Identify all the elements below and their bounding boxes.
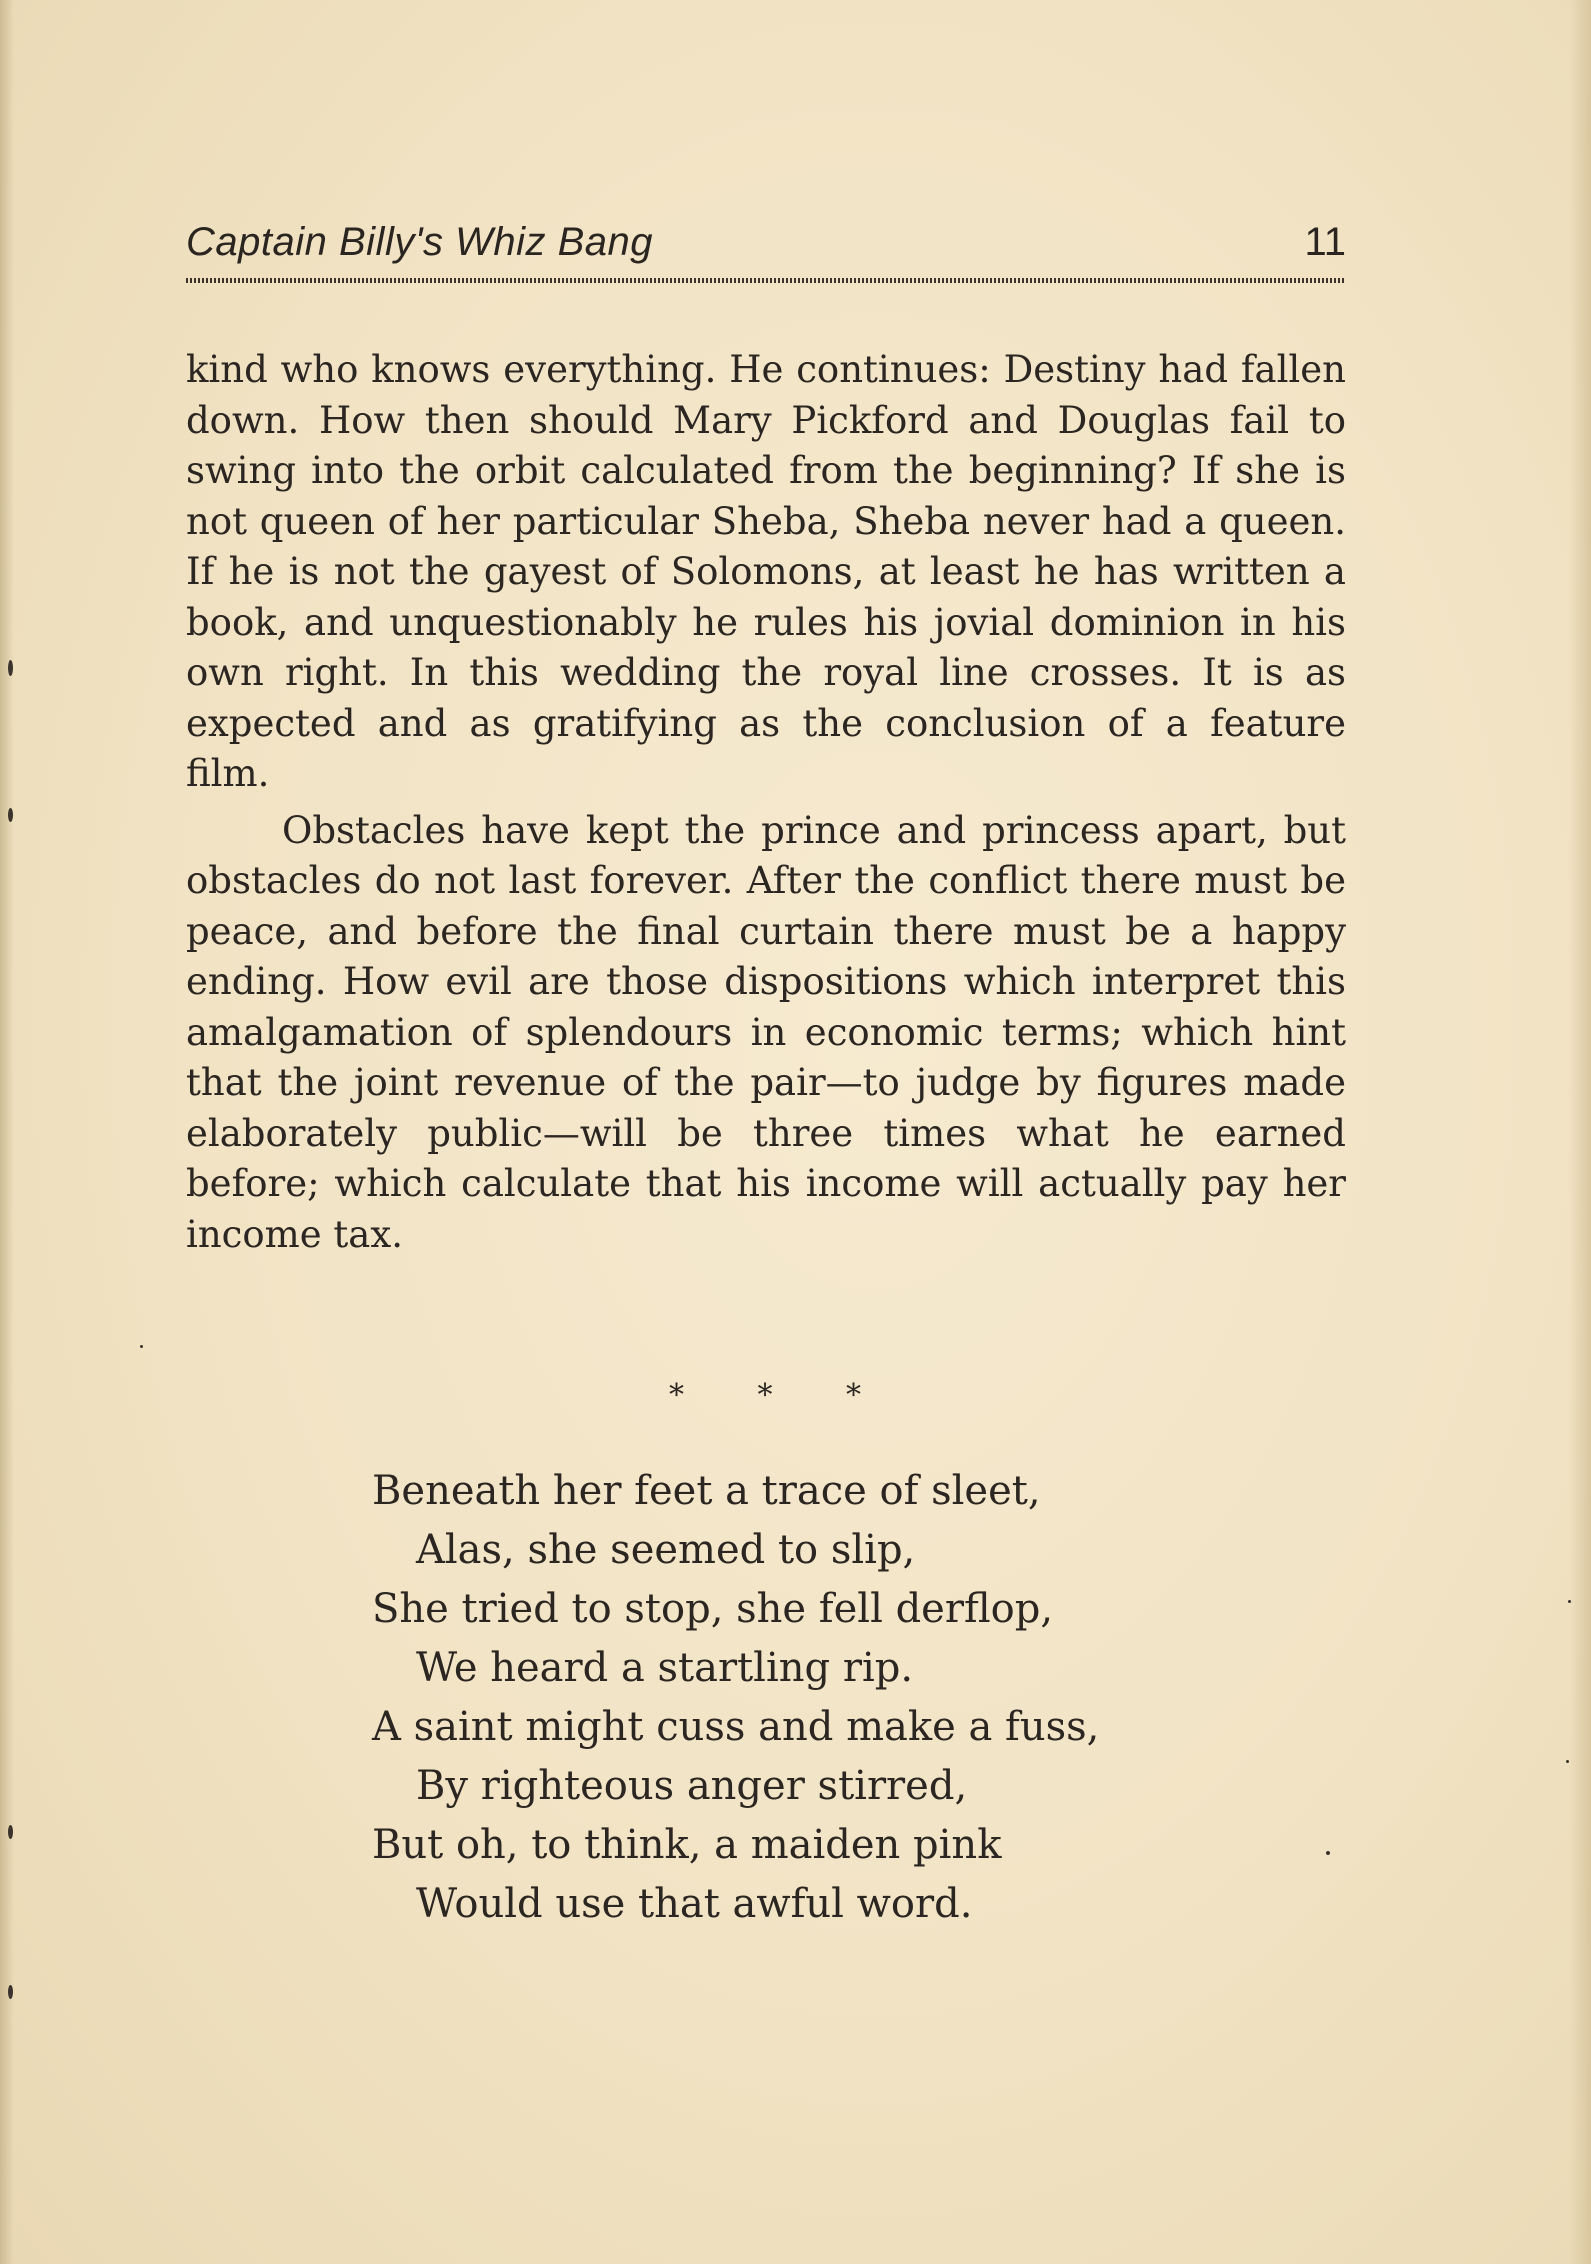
poem-line-5: A saint might cuss and make a fuss, [372,1704,1100,1750]
poem-line-1: Beneath her feet a trace of sleet, [372,1468,1041,1514]
poem-line-4: We heard a startling rip. [416,1645,914,1691]
page-edge-right [1569,0,1591,2264]
poem-line-3: She tried to stop, she fell derflop, [372,1586,1054,1632]
print-speck [1566,1760,1569,1763]
running-head [186,220,1346,276]
poem-line-2: Alas, she seemed to slip, [416,1527,916,1573]
paragraph-2: Obstacles have kept the prince and princess apart, but obstacles do not last forever. After the conflict there must be peace, and before the final curtain there must be a happy ending. How evil are those dispositions which interpret this amalgamation of splendours in economic terms; which hint that the joint revenue of the pair—to judge by figures made elaborately public—will be three times what he earned before; which calculate that his income will actually pay her income tax. [186,808,1346,1256]
print-speck [140,1345,143,1348]
poem-line-6: By righteous anger stirred, [416,1763,968,1809]
poem-line-8: Would use that awful word. [416,1881,973,1927]
poem [372,1462,1272,1934]
poem-line-7: But oh, to think, a maiden pink [372,1822,1002,1868]
print-speck [8,1825,13,1839]
print-speck [1568,1600,1571,1603]
print-speck [1326,1851,1330,1855]
page-number: 11 [1304,220,1346,264]
print-speck [8,660,13,676]
print-speck [8,1985,13,1999]
header-dotted-rule [186,278,1346,283]
section-separator: * * * [668,1378,864,1413]
page-edge-left [0,0,14,2264]
body-text [186,345,1346,1260]
print-speck [8,808,13,822]
paragraph-1: kind who knows everything. He continues: Destiny had fallen down. How then should Mary Pickford and Douglas fail to swing into the orbit calculated from the beginning? If she is not queen of her particular Sheba, Sheba never had a queen. If he is not the gayest of Solomons, at least he has written a book, and unquestionably he rules his jovial dominion in his own right. In this wedding the royal line crosses. It is as expected and as gratifying as the conclusion of a feature film. [186,348,1346,795]
running-title: Captain Billy's Whiz Bang [186,220,653,264]
